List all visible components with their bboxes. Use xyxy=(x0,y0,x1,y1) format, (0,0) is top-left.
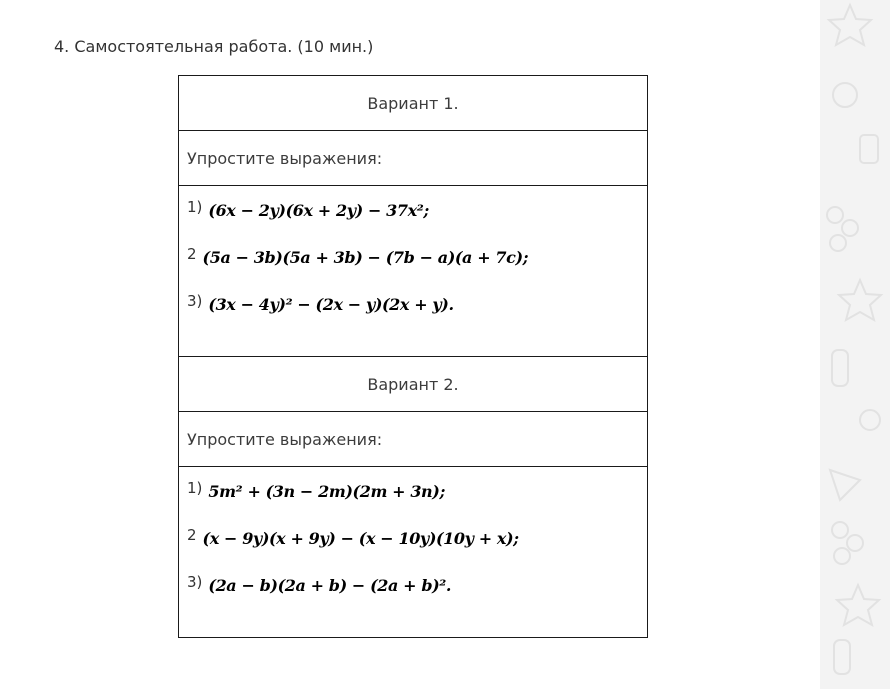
variant-1-expressions xyxy=(179,186,648,357)
variant-1-heading: Вариант 1. xyxy=(179,76,648,131)
expression-number: 1) xyxy=(187,197,203,216)
expression-formula: (6x − 2y)(6x + 2y) − 37x²; xyxy=(208,200,429,220)
expression-item xyxy=(187,525,639,576)
expression-number: 2 xyxy=(187,525,197,544)
expression-formula: (5a − 3b)(5a + 3b) − (7b − a)(a + 7c); xyxy=(202,247,529,267)
expression-formula: (x − 9y)(x + 9y) − (x − 10y)(10y + x); xyxy=(202,528,519,548)
expression-number: 1) xyxy=(187,478,203,497)
expression-number: 3) xyxy=(187,572,203,591)
expression-formula: (3x − 4y)² − (2x − y)(2x + y). xyxy=(208,294,454,314)
expression-item xyxy=(187,478,639,529)
expression-formula: 5m² + (3n − 2m)(2m + 3n); xyxy=(208,481,445,501)
expression-number: 3) xyxy=(187,291,203,310)
expression-item xyxy=(187,572,639,623)
expression-formula: (2a − b)(2a + b) − (2a + b)². xyxy=(208,575,452,595)
variant-2-instruction: Упростите выражения: xyxy=(179,412,648,467)
expression-item xyxy=(187,197,639,248)
variant-1-instruction: Упростите выражения: xyxy=(179,131,648,186)
variant-2-heading: Вариант 2. xyxy=(179,357,648,412)
decorative-side-pattern xyxy=(820,0,890,689)
variant-2-expressions xyxy=(179,467,648,638)
expression-item xyxy=(187,244,639,295)
expression-number: 2 xyxy=(187,244,197,263)
task-title: 4. Самостоятельная работа. (10 мин.) xyxy=(54,37,374,56)
expression-item xyxy=(187,291,639,342)
doodle-pattern-icon xyxy=(820,0,890,689)
assignment-table xyxy=(178,75,648,638)
